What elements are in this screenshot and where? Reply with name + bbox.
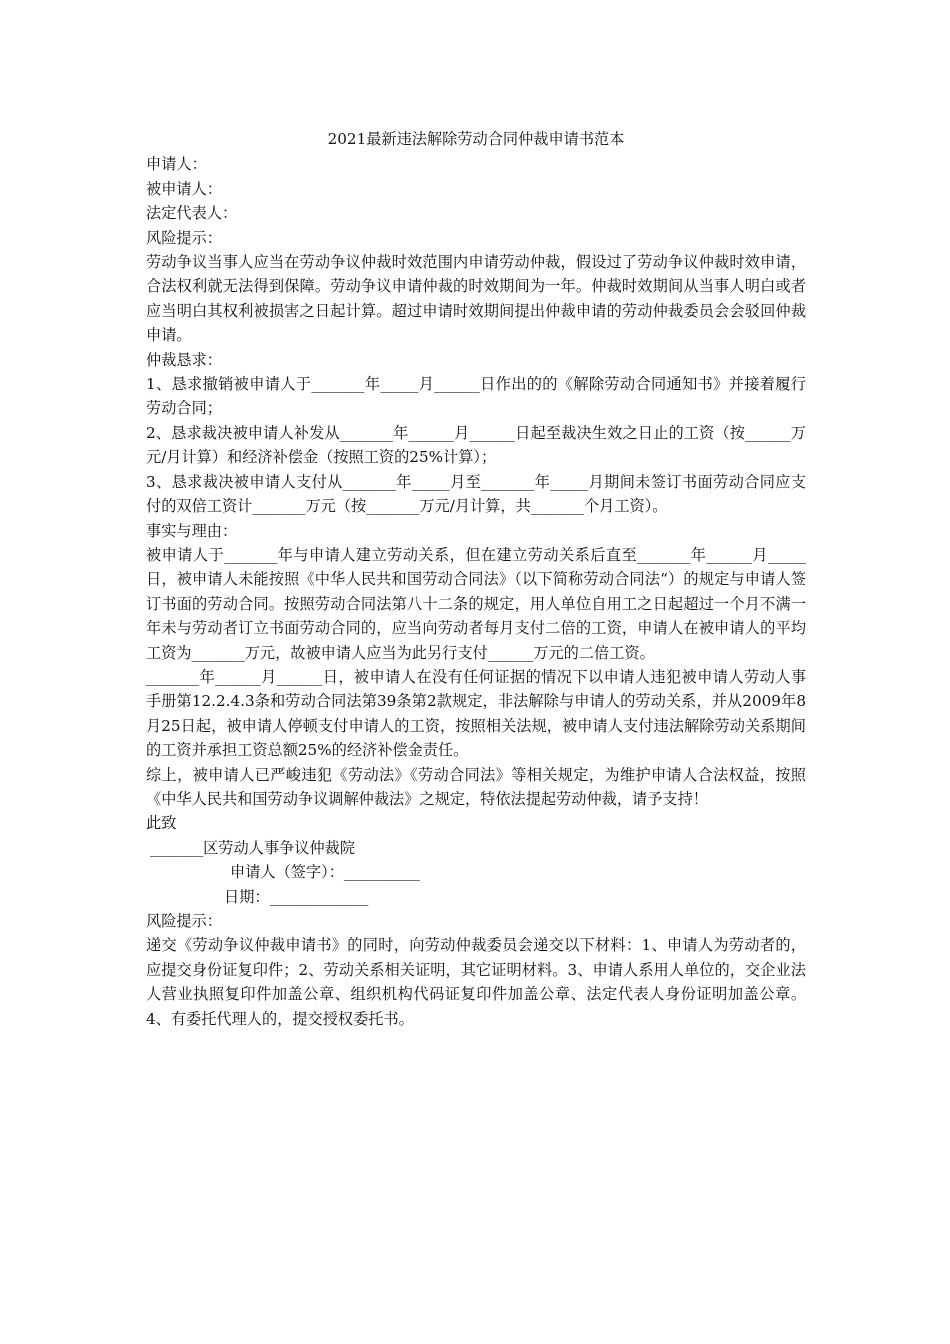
risk-text-2: 递交《劳动争议仲裁申请书》的同时，向劳动仲裁委员会递交以下材料：1、申请人为劳动者的，应提交身份证复印件；2、劳动关系相关证明，其它证明材料。3、申请人系用人单位的，交企业法人营业执照复印件加盖公章、组织机构代码证复印件加盖公章、法定代表人身份证明加盖公章。4、有委托代理人的，提交授权委托书。: [146, 936, 806, 1028]
claim-1: 1、恳求撤销被申请人于_______年_____月______日作出的的《解除劳动合同通知书》并接着履行劳动合同；: [146, 375, 806, 418]
document-page: [146, 127, 806, 1031]
claim-2: 2、恳求裁决被申请人补发从_______年______月______日起至裁决生效之日止的工资（按______万元/月计算）和经济补偿金（按照工资的25%计算）；: [146, 423, 806, 467]
claim-3: 3、恳求裁决被申请人支付从_______年_____月至_______年_____月期间未签订书面劳动合同应支付的双倍工资计_______万元（按_______万元/月计算，共_______个月工资）。: [146, 472, 806, 516]
legal-rep-line: 法定代表人：: [146, 204, 238, 223]
risk-text-1: 劳动争议当事人应当在劳动争议仲裁时效范围内申请劳动仲裁，假设过了劳动争议仲裁时效申请，合法权利就无法得到保障。劳动争议申请仲裁的时效期间为一年。仲裁时效期间从当事人明白或者应当明白其权利被损害之日起计算。超过申请时效期间提出仲裁申请的劳动仲裁委员会会驳回仲裁申请。: [146, 253, 806, 345]
signature-line: 申请人（签字）：__________: [230, 863, 420, 882]
claims-label: 仲裁恳求：: [146, 350, 222, 369]
facts-paragraph-2: _______年______月______日，被申请人在没有任何证据的情况下以申请人违犯被申请人劳动人事手册第12.2.4.3条和劳动合同法第39条第2款规定，非法解除与申请人的劳动关系，并从2009年8月25日起，被申请人停顿支付申请人的工资，按照相关法规，被申请人支付违法解除劳动关系期间的工资并承担工资总额25%的经济补偿金责任。: [146, 667, 806, 760]
applicant-line: 申请人：: [146, 155, 207, 174]
facts-paragraph-1: 被申请人于_______年与申请人建立劳动关系，但在建立劳动关系后直至_______年______月_____日，被申请人未能按照《中华人民共和国劳动合同法》（以下简称劳动合同法“）的规定与申请人签订书面的劳动合同。按照劳动合同法第八十二条的规定，用人单位自用工之日起超过一个月不满一年未与劳动者订立书面劳动合同的，应当向劳动者每月支付二倍的工资，申请人在被申请人的平均工资为_______万元，故被申请人应当为此另行支付______万元的二倍工资。: [146, 545, 806, 662]
facts-label: 事实与理由：: [146, 521, 238, 540]
salutation: 此致: [146, 814, 177, 833]
risk-label-2: 风险提示：: [146, 912, 222, 930]
date-line: 日期：_____________: [224, 887, 369, 906]
document-title: 2021最新违法解除劳动合同仲裁申请书范本: [327, 130, 625, 148]
respondent-line: 被申请人：: [146, 179, 222, 198]
conclusion-paragraph: 综上，被申请人已严峻违犯《劳动法》《劳动合同法》等相关规定，为维护申请人合法权益，按照《中华人民共和国劳动争议调解仲裁法》之规定，特依法提起劳动仲裁，请予支持！: [146, 765, 806, 808]
arbitration-court: _______区劳动人事争议仲裁院: [150, 838, 356, 857]
risk-label-1: 风险提示：: [146, 228, 222, 247]
